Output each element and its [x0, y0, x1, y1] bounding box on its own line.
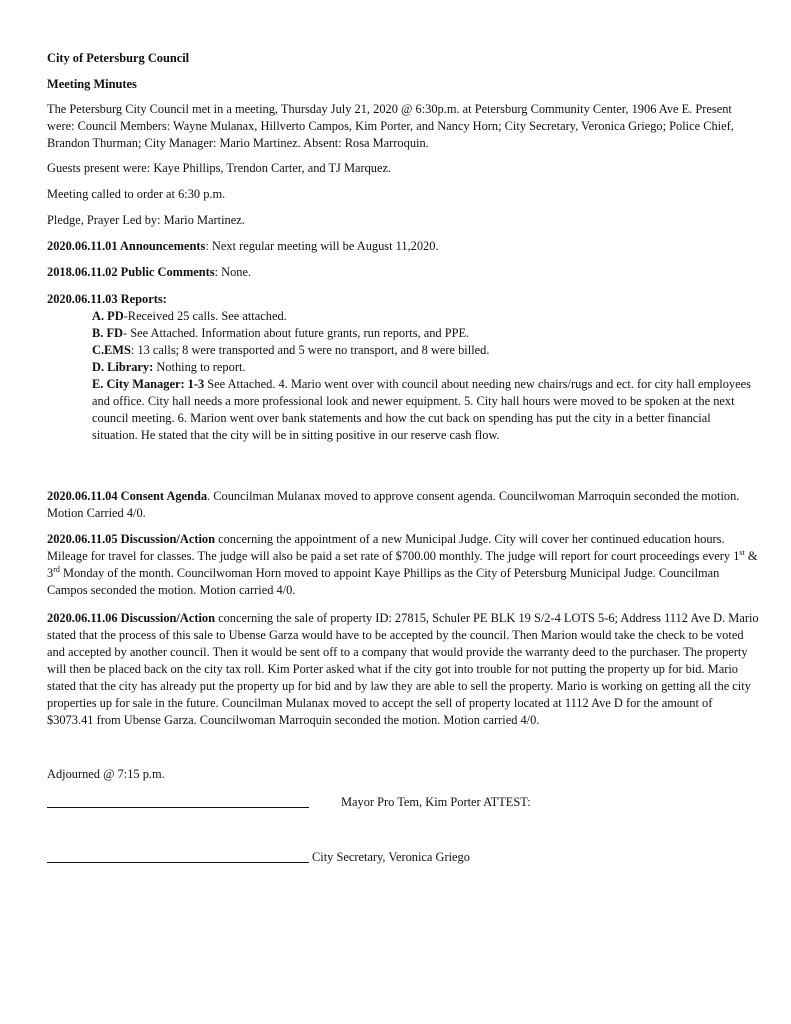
report-city-manager-label: E. City Manager: 1-3 [92, 377, 205, 391]
announcements-label: 2020.06.11.01 Announcements [47, 239, 206, 253]
report-ems-text: : 13 calls; 8 were transported and 5 were no transport, and 8 were billed. [130, 343, 490, 357]
adjourned-line: Adjourned @ 7:15 p.m. [47, 767, 165, 781]
municipal-judge-text-b: & 3 [47, 549, 758, 580]
guests-paragraph: Guests present were: Kaye Phillips, Trendon Carter, and TJ Marquez. [47, 161, 392, 175]
announcements-text: : Next regular meeting will be August 11,2020. [205, 239, 439, 253]
consent-agenda-item [47, 488, 759, 522]
announcements-item [47, 238, 759, 255]
public-comments-label: 2018.06.11.02 Public Comments [47, 265, 215, 279]
consent-agenda-label: 2020.06.11.04 Consent Agenda [47, 489, 208, 503]
public-comments-item [47, 264, 759, 281]
report-fd-label: B. FD [92, 326, 123, 340]
report-pd-label: A. PD [92, 309, 124, 323]
municipal-judge-label: 2020.06.11.05 Discussion/Action [47, 532, 215, 546]
intro-paragraph: The Petersburg City Council met in a meeting, Thursday July 21, 2020 @ 6:30p.m. at Petersburg Community Center, 1906 Ave E. Present were: Council Members: Wayne Mulanax, Hillverto Campos, Kim Porter, and Nancy Horn; City Secretary, Veronica Griego; Police Chief, Brandon Thurman; City Manager: Mario Martinez. Absent: Rosa Marroquin. [47, 102, 734, 150]
property-sale-text: concerning the sale of property ID: 27815, Schuler PE BLK 19 S/2-4 LOTS 5-6; Address 1112 Ave D. Mario stated that the process of this sale to Ubense Garza would have to be accepted by the council. Then Marion would take the check to be voted and accepted by another council. Then it would be sent off to a company that would provide the warranty deed to the purchaser. The property will then be placed back on the city tax roll. Kim Porter asked what if the city got into trouble for not putting the property up for bid. Mario stated that the city has already put the property up for bid and by law they are able to sell the property. Mario is working on getting all the city properties up for sale in the future. Councilman Mulanax moved to accept the sell of property located at 1112 Ave D for the amount of $3073.41 from Ubense Garza. Councilwoman Marroquin seconded the motion. Motion carried 4/0. [47, 611, 759, 727]
report-pd-text: -Received 25 calls. See attached. [123, 309, 287, 323]
report-library [92, 359, 759, 376]
municipal-judge-text-c: Monday of the month. Councilwoman Horn moved to appoint Kaye Phillips as the City of Petersburg Municipal Judge. Councilman Campos seconded the motion. Motion carried 4/0. [47, 566, 720, 597]
report-city-manager-text: See Attached. 4. Mario went over with council about needing new chairs/rugs and ect. for city hall employees and office. City hall needs a more professional look and newer equipment. 5. City hall hours were moved to be spoken at the next council meeting. 6. Marion went over bank statements and how the cut back on spending has put the city in a better financial situation. He stated that the city will be in sitting positive in our reserve cash flow. [92, 377, 751, 442]
report-fd-text: - See Attached. Information about future grants, run reports, and PPE. [122, 326, 470, 340]
consent-agenda-text: . Councilman Mulanax moved to approve consent agenda. Councilwoman Marroquin seconded the motion. Motion Carried 4/0. [47, 489, 740, 520]
mayor-signature-line [47, 807, 309, 808]
municipal-judge-item [47, 531, 759, 599]
organization-title: City of Petersburg Council [47, 51, 190, 65]
report-ems [92, 342, 759, 359]
reports-heading: 2020.06.11.03 Reports: [47, 292, 167, 306]
ordinal-suffix-first: st [739, 548, 745, 557]
pledge-line: Pledge, Prayer Led by: Mario Martinez. [47, 213, 245, 227]
report-pd [92, 308, 759, 325]
property-sale-item [47, 610, 759, 729]
secretary-signature-label: City Secretary, Veronica Griego [312, 850, 470, 864]
report-library-label: D. Library: [92, 360, 154, 374]
ordinal-suffix-third: rd [53, 565, 60, 574]
report-ems-label: C.EMS [92, 343, 131, 357]
public-comments-text: : None. [214, 265, 252, 279]
property-sale-label: 2020.06.11.06 Discussion/Action [47, 611, 215, 625]
report-city-manager [92, 376, 759, 444]
secretary-signature-line [47, 862, 309, 863]
called-to-order: Meeting called to order at 6:30 p.m. [47, 187, 226, 201]
municipal-judge-text-a: concerning the appointment of a new Municipal Judge. City will cover her continued education hours. Mileage for travel for classes. The judge will also be paid a set rate of $700.00 monthly. The judge will report for court proceedings every 1 [47, 532, 740, 563]
mayor-signature-label: Mayor Pro Tem, Kim Porter ATTEST: [341, 795, 531, 809]
report-fd [92, 325, 759, 342]
report-library-text: Nothing to report. [153, 360, 246, 374]
document-title: Meeting Minutes [47, 77, 137, 91]
